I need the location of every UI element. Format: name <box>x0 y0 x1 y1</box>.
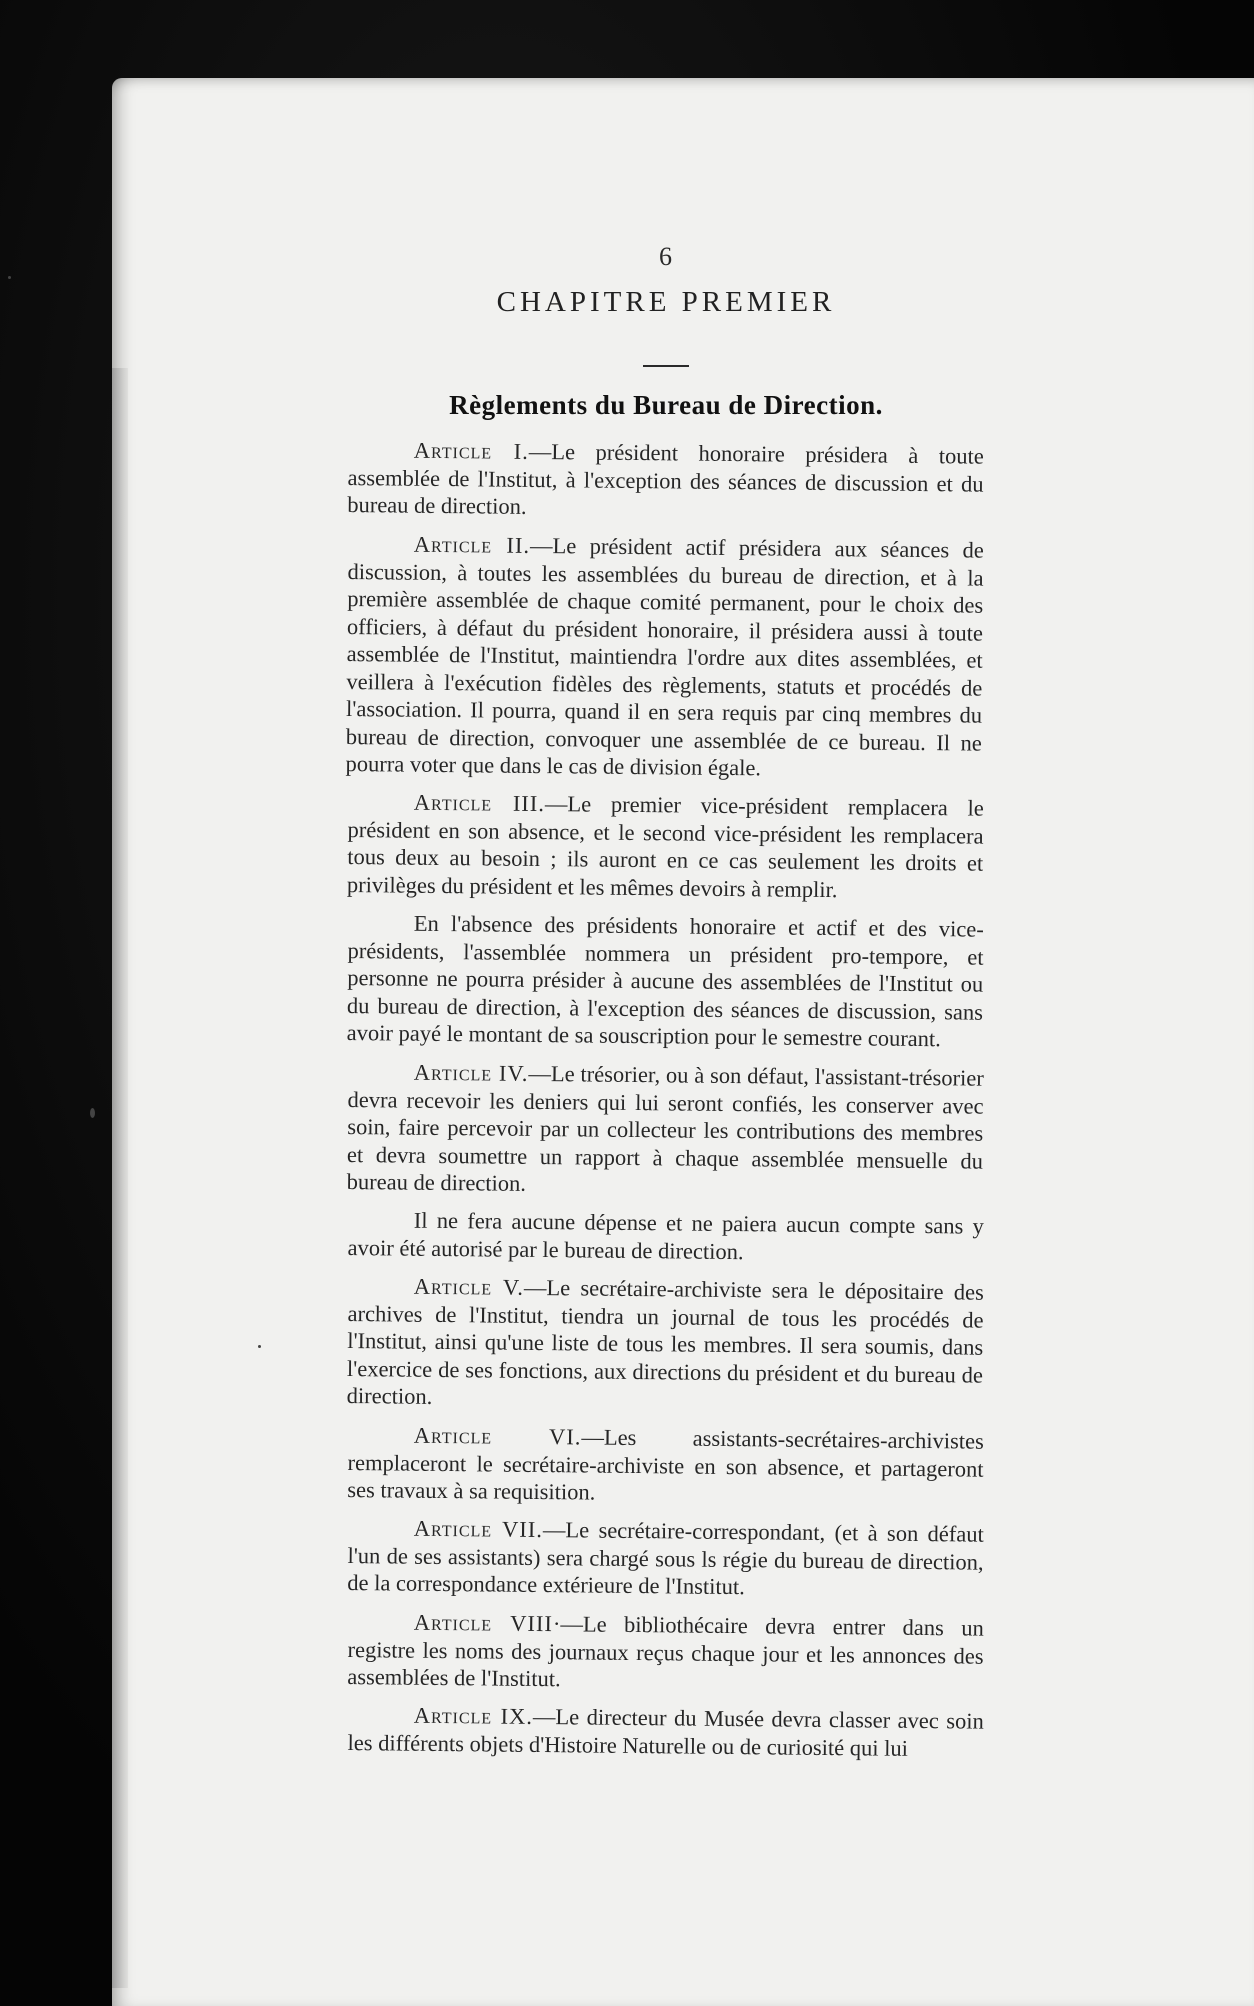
article-text: —Le président honoraire présidera à toute assemblée de l'Institut, à l'exception des séances de discussion et du bureau de direction. <box>347 438 984 519</box>
article-label: Article IX. <box>413 1702 534 1729</box>
article-label: Article VII. <box>413 1515 544 1543</box>
article-text: —Les assistants-secrétaires-archivistes remplaceront le secrétaire-archiviste en son absence, et partageront ses travaux à sa requisition. <box>347 1423 984 1505</box>
article-paragraph <box>347 1608 984 1697</box>
article-paragraph <box>347 1058 984 1202</box>
article-label: Article IV. <box>413 1059 529 1086</box>
article-paragraph <box>347 1421 984 1510</box>
article-text: —Le premier vice-président remplacera le président en son absence, et le second vice-président les remplacera tous deux au besoin ; ils auront en ce cas seulement les droits et privilèges du président et les mêmes devoirs à remplir. <box>346 791 984 902</box>
article-label: Article V. <box>413 1273 525 1300</box>
title-divider <box>643 365 689 367</box>
article-label: Article III. <box>413 789 546 817</box>
article-text: —Le secrétaire-correspondant, (et à son défaut l'un de ses assistants) sera chargé sous ls régie du bureau de direction, de la correspondance extérieure de l'Institut. <box>347 1517 984 1600</box>
article-paragraph <box>347 788 984 905</box>
article-paragraph <box>347 1514 984 1603</box>
article-text: —Le trésorier, ou à son défaut, l'assistant-trésorier devra recevoir les deniers qui lui seront confiés, les conserver avec soin, faire percevoir par un collecteur les contributions des membres et devra soumettre un rapport à chaque assemblée mensuelle du bureau de direction. <box>346 1060 984 1196</box>
article-paragraph <box>347 1206 984 1268</box>
article-paragraph <box>345 530 984 784</box>
article-text: —Le directeur du Musée devra classer avec soin les différents objets d'Histoire Naturelle ou de curiosité qui lui <box>347 1703 984 1761</box>
article-paragraph <box>347 1701 984 1763</box>
article-text: Il ne fera aucune dépense et ne paiera aucun compte sans y avoir été autorisé par le bureau de direction. <box>347 1207 984 1264</box>
article-label: Article II. <box>413 531 531 558</box>
document-page <box>112 78 1254 2006</box>
article-text: —Le président actif présidera aux séances de discussion, à toutes les assemblées du bureau de direction, et à la première assemblée de chaque comité permanent, pour le choix des officiers, à défaut du président honoraire, il présidera aussi à toute assemblée de l'Institut, maintiendra l'ordre aux dites assemblées, et veillera à l'exécution fidèles des règlements, statuts et procédés de l'association. Il pourra, quand il en sera requis par cinq membres du bureau de direction, convoquer une assemblée de ce bureau. Il ne pourra voter que dans le cas de division égale. <box>345 532 984 780</box>
scan-speck <box>90 1108 95 1118</box>
article-label: Article I. <box>413 437 529 464</box>
article-text: ·—Le bibliothécaire devra entrer dans un registre les noms des journaux reçus chaque jour et les annonces des assemblées de l'Institut. <box>347 1610 984 1691</box>
section-title: Règlements du Bureau de Direction. <box>449 390 883 420</box>
article-text: —Le secrétaire-archiviste sera le dépositaire des archives de l'Institut, tiendra un journal de tous les procédés de l'Institut, ainsi qu'une liste de tous les membres. Il sera soumis, dans l'exercice de ses fonctions, aux directions du président et du bureau de direction. <box>346 1274 984 1409</box>
article-list <box>345 436 984 1767</box>
article-text: En l'absence des présidents honoraire et actif et des vice-présidents, l'assemblée nommera un président pro-tempore, et personne ne pourra présider à aucune des assemblées de l'Institut ou du bureau de direction, à l'exception des séances de discussion, sans avoir payé le montant de sa souscription pour le semestre courant. <box>346 910 984 1052</box>
article-label: Article VIII <box>413 1609 554 1636</box>
article-paragraph <box>347 436 984 525</box>
page-number: 6 <box>659 242 673 271</box>
chapter-title: CHAPITRE PREMIER <box>496 286 836 318</box>
scan-speck <box>8 276 11 279</box>
article-paragraph <box>347 909 984 1053</box>
page-binding-edge <box>112 368 128 1988</box>
article-paragraph <box>347 1272 984 1416</box>
article-label: Article VI. <box>413 1422 582 1449</box>
scan-speck <box>258 1345 261 1348</box>
